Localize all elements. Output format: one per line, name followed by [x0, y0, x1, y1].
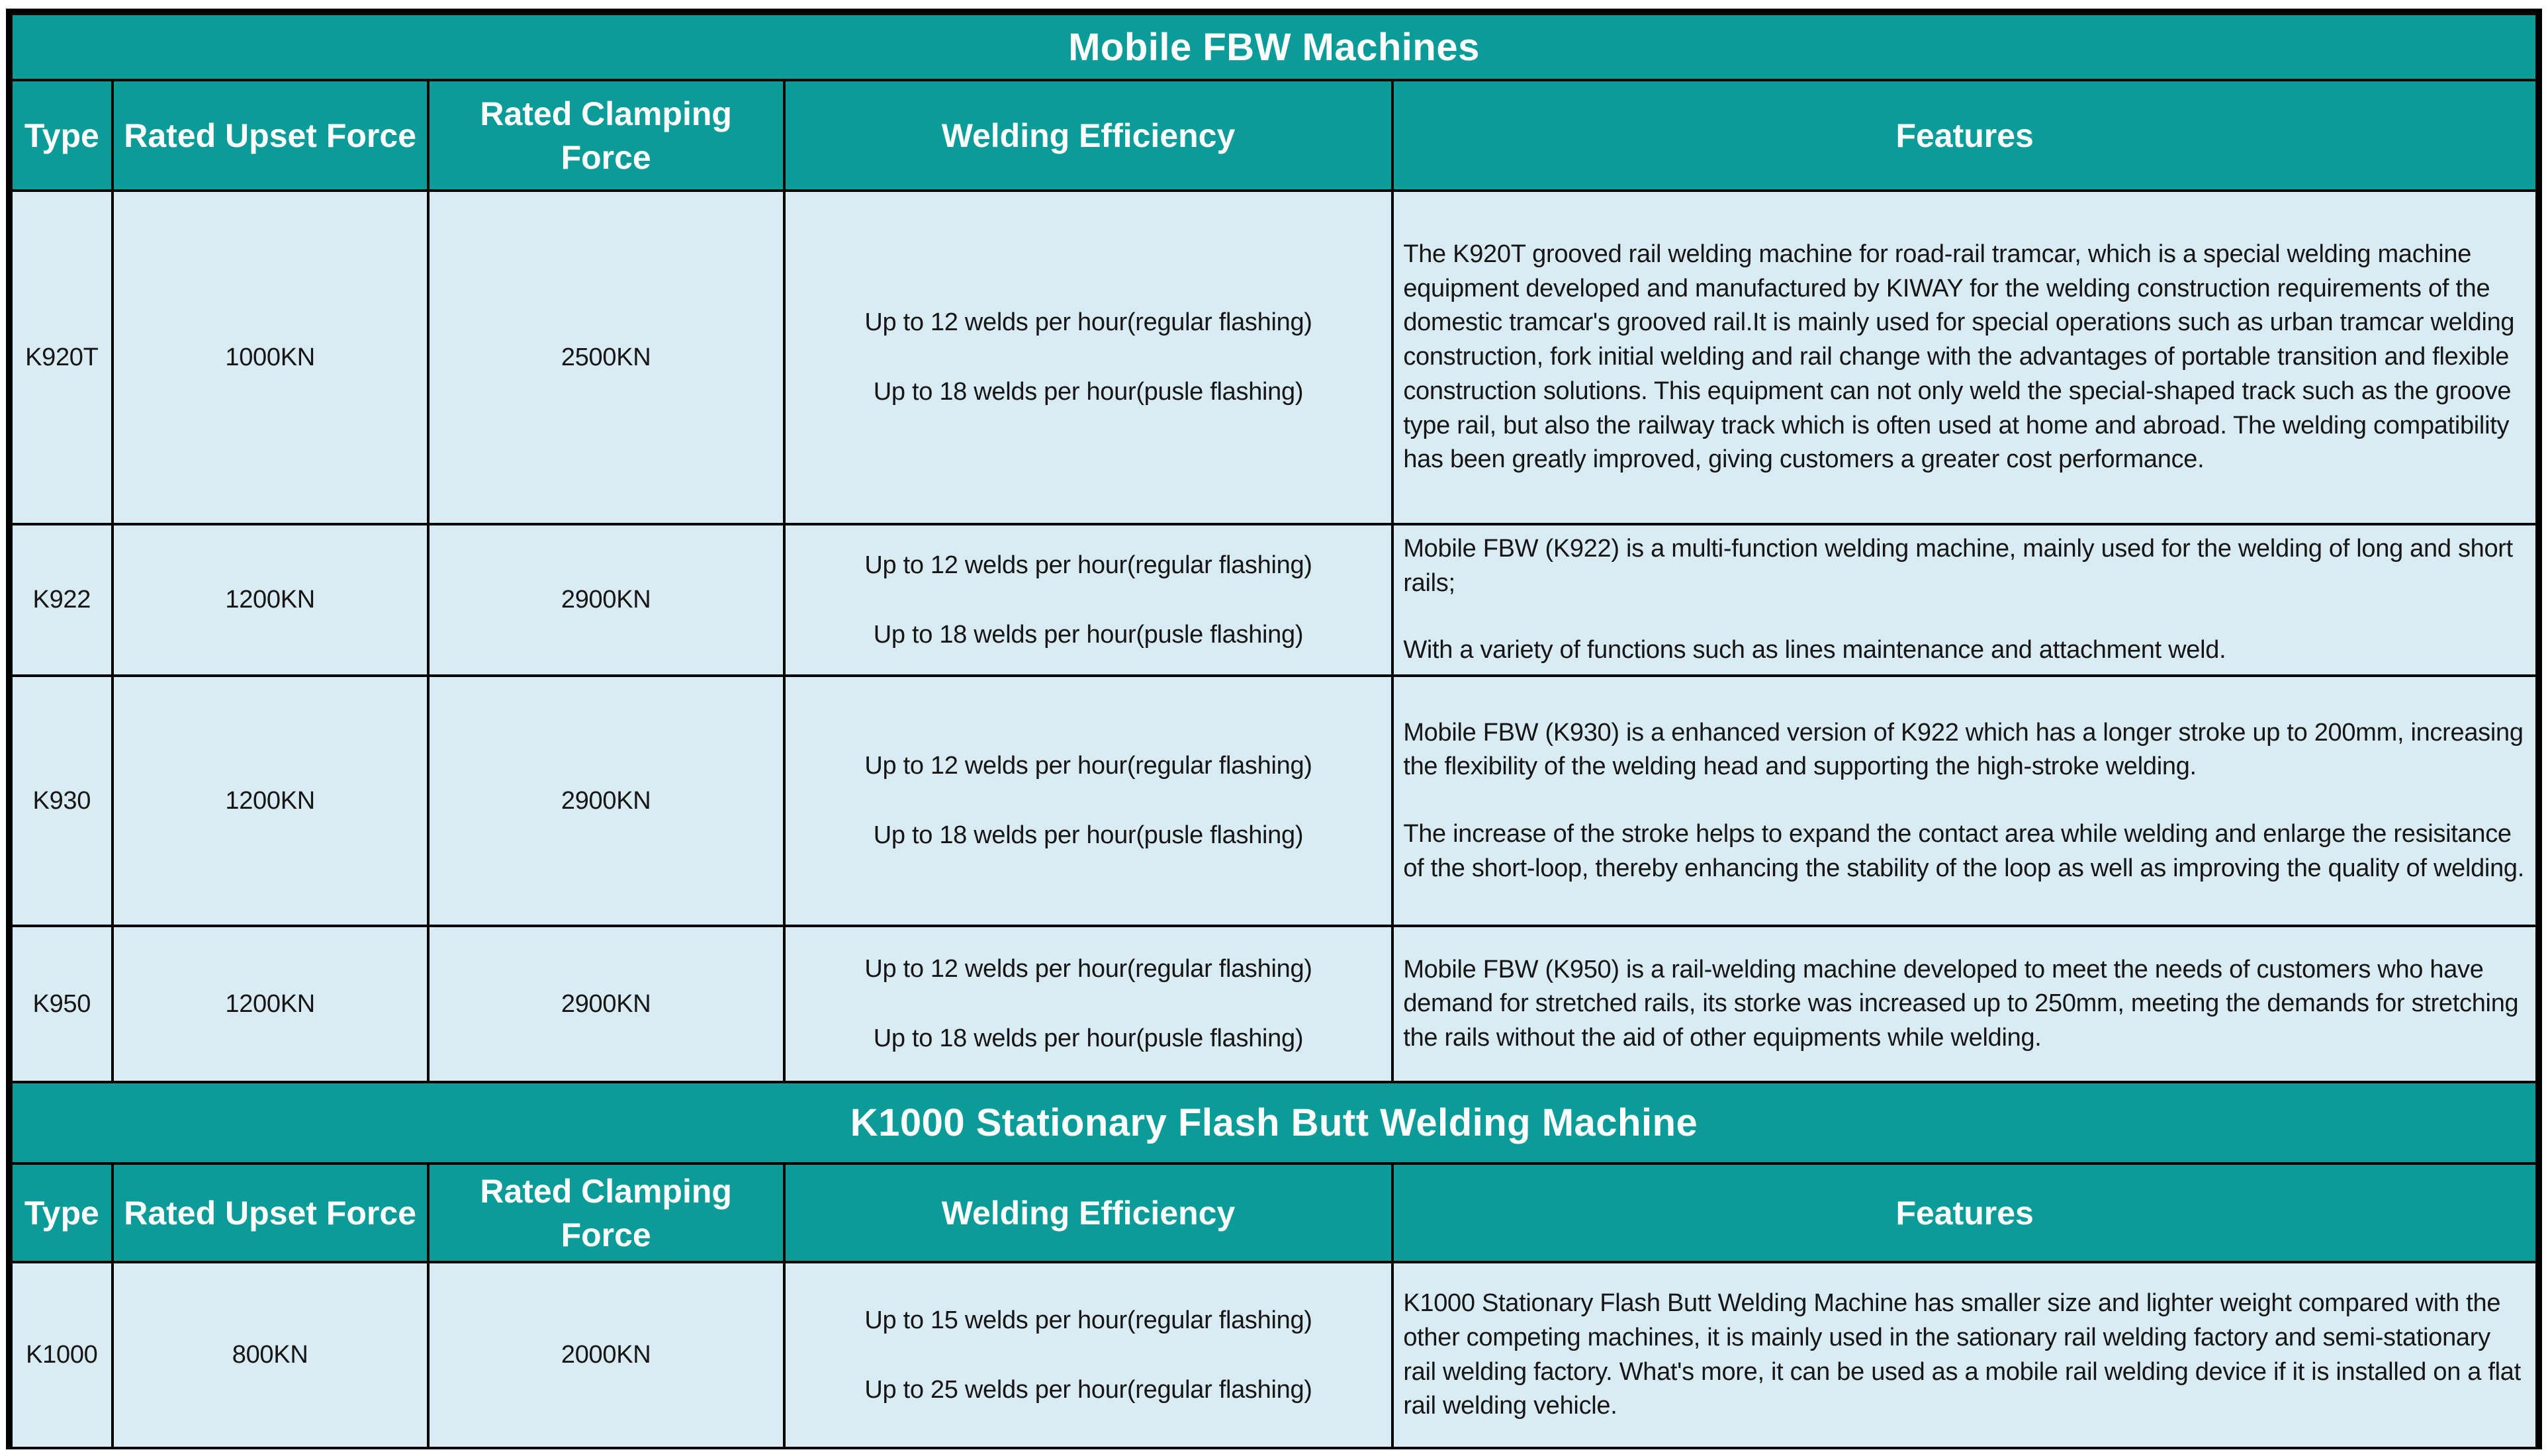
machine-row: [11, 191, 2537, 524]
type-cell: K1000: [11, 1262, 113, 1448]
section-title-row: [11, 1082, 2537, 1163]
machine-row: [11, 926, 2537, 1082]
column-header-row: [11, 80, 2537, 191]
efficiency-line: Up to 18 welds per hour(pusle flashing): [873, 620, 1304, 649]
machine-row: [11, 1262, 2537, 1448]
efficiency-line: Up to 18 welds per hour(pusle flashing): [873, 1024, 1304, 1053]
machine-row: [11, 524, 2537, 676]
column-header-welding-efficiency: Welding Efficiency: [784, 1163, 1393, 1262]
column-header-welding-efficiency: Welding Efficiency: [784, 80, 1393, 191]
column-header-features: Features: [1392, 1163, 2537, 1262]
features-paragraph: K1000 Stationary Flash Butt Welding Machine has smaller size and lighter weight compared with the other competing machines, it is mainly used in the sationary rail welding factory and semi-stationary rail welding factory. What's more, it can be used as a mobile rail welding device if it is installed on a flat rail welding vehicle.: [1403, 1289, 2521, 1420]
efficiency-line: Up to 18 welds per hour(pusle flashing): [873, 378, 1304, 406]
column-header-rated-clamping-force: Rated Clamping Force: [428, 1163, 784, 1262]
rated-clamping-force-cell: 2900KN: [428, 524, 784, 676]
rated-upset-force-cell: 1000KN: [113, 191, 428, 524]
rated-clamping-force-cell: 2900KN: [428, 676, 784, 926]
efficiency-line: Up to 12 welds per hour(regular flashing): [864, 551, 1312, 579]
section-title-row: [11, 14, 2537, 80]
features-paragraph: Mobile FBW (K950) is a rail-welding machine developed to meet the needs of customers who have demand for stretched rails, its storke was increased up to 250mm, meeting the demands for stretching the rails without the aid of other equipments while welding.: [1403, 955, 2519, 1052]
rated-upset-force-cell: 1200KN: [113, 926, 428, 1082]
features-paragraph: Mobile FBW (K922) is a multi-function welding machine, mainly used for the welding of long and short rails;: [1403, 535, 2513, 597]
type-cell: K930: [11, 676, 113, 926]
features-cell: [1392, 191, 2537, 524]
column-header-rated-clamping-force: Rated Clamping Force: [428, 80, 784, 191]
column-header-type: Type: [11, 80, 113, 191]
column-header-features: Features: [1392, 80, 2537, 191]
welding-efficiency-cell: [784, 926, 1393, 1082]
features-paragraph: The K920T grooved rail welding machine for road-rail tramcar, which is a special welding machine equipment developed and manufactured by KIWAY for the welding construction requirements of the domestic tramcar's grooved rail.It is mainly used for special operations such as urban tramcar welding construction, fork initial welding and rail change with the advantages of portable transition and flexible construction solutions. This equipment can not only weld the special-shaped track such as the groove type rail, but also the railway track which is often used at home and abroad. The welding compatibility has been greatly improved, giving customers a greater cost performance.: [1403, 240, 2515, 474]
column-header-row: [11, 1163, 2537, 1262]
features-paragraph: With a variety of functions such as lines maintenance and attachment weld.: [1403, 636, 2226, 664]
welding-efficiency-cell: [784, 676, 1393, 926]
features-cell: [1392, 926, 2537, 1082]
features-cell: [1392, 524, 2537, 676]
machines-spec-table: [10, 13, 2538, 1449]
welding-efficiency-cell: [784, 1262, 1393, 1448]
rated-clamping-force-cell: 2900KN: [428, 926, 784, 1082]
welding-efficiency-cell: [784, 191, 1393, 524]
features-paragraph: The increase of the stroke helps to expand the contact area while welding and enlarge the resisitance of the short-loop, thereby enhancing the stability of the loop as well as improving the quality of welding.: [1403, 820, 2525, 882]
rated-upset-force-cell: 1200KN: [113, 676, 428, 926]
table-frame: [6, 9, 2542, 1449]
efficiency-line: Up to 12 welds per hour(regular flashing): [864, 752, 1312, 780]
rated-clamping-force-cell: 2000KN: [428, 1262, 784, 1448]
welding-efficiency-cell: [784, 524, 1393, 676]
rated-upset-force-cell: 1200KN: [113, 524, 428, 676]
features-paragraph: Mobile FBW (K930) is a enhanced version of K922 which has a longer stroke up to 200mm, increasing the flexibility of the welding head and supporting the high-stroke welding.: [1403, 718, 2524, 781]
section-title: Mobile FBW Machines: [11, 14, 2537, 80]
efficiency-line: Up to 15 welds per hour(regular flashing): [864, 1306, 1312, 1334]
column-header-rated-upset-force: Rated Upset Force: [113, 1163, 428, 1262]
type-cell: K922: [11, 524, 113, 676]
features-cell: [1392, 676, 2537, 926]
type-cell: K920T: [11, 191, 113, 524]
machine-row: [11, 676, 2537, 926]
efficiency-line: Up to 12 welds per hour(regular flashing): [864, 955, 1312, 983]
efficiency-line: Up to 25 welds per hour(regular flashing): [864, 1375, 1312, 1404]
rated-upset-force-cell: 800KN: [113, 1262, 428, 1448]
column-header-type: Type: [11, 1163, 113, 1262]
features-cell: [1392, 1262, 2537, 1448]
type-cell: K950: [11, 926, 113, 1082]
rated-clamping-force-cell: 2500KN: [428, 191, 784, 524]
column-header-rated-upset-force: Rated Upset Force: [113, 80, 428, 191]
efficiency-line: Up to 12 welds per hour(regular flashing): [864, 308, 1312, 336]
section-title: K1000 Stationary Flash Butt Welding Machine: [11, 1082, 2537, 1163]
efficiency-line: Up to 18 welds per hour(pusle flashing): [873, 821, 1304, 850]
